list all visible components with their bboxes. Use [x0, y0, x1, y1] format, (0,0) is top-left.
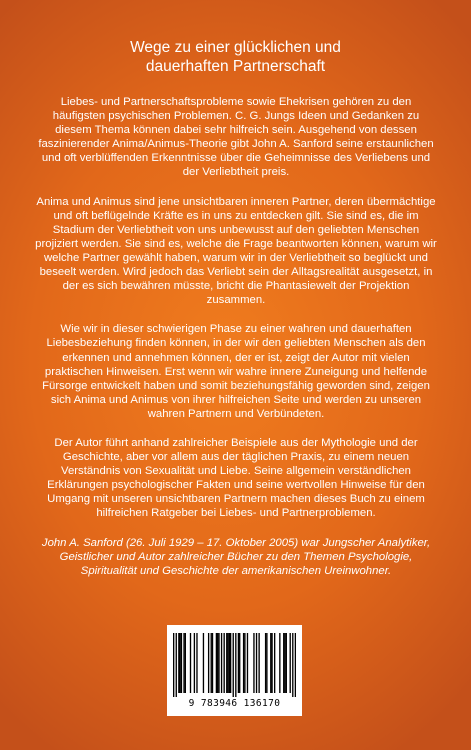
barcode-bar	[238, 633, 239, 693]
barcode-bar	[256, 633, 257, 693]
barcode-bar	[185, 633, 186, 693]
isbn-barcode	[167, 625, 302, 716]
blurb-paragraph-4: Der Autor führt anhand zahlreicher Beispiele aus der Mythologie und der Geschichte, aber vor allem aus der täglichen Praxis, zu einem neuen Verständnis von Sexualität und Liebe. Seine allgemein verständlichen Erklärungen psychologischer Fakten und seine wertvollen Hinweise für den Umgang mit unseren unsichtbaren Partnern machen dieses Buch zu einem hilfreichen Ratgeber bei Liebes- und Partnerproblemen.	[47, 436, 425, 520]
barcode-bar	[226, 633, 227, 693]
cover-title-line-2: dauerhaften Partnerschaft	[145, 58, 326, 75]
barcode-bar	[208, 633, 209, 693]
barcode-bar	[270, 633, 271, 693]
barcode-bar	[244, 633, 245, 693]
barcode-bar	[221, 633, 222, 693]
barcode-bar	[290, 633, 291, 693]
barcode-bar	[230, 633, 231, 693]
barcode-bar	[258, 633, 259, 693]
barcode-bar	[183, 633, 184, 693]
barcode-bar	[173, 633, 174, 697]
barcode-bar	[265, 633, 266, 693]
barcode-bar	[216, 633, 217, 693]
barcode-bar	[178, 633, 179, 693]
barcode-bar	[295, 633, 296, 697]
blurb-text	[33, 95, 439, 578]
barcode-bar	[271, 633, 272, 693]
barcode-bar	[233, 633, 234, 697]
author-bio: John A. Sanford (26. Juli 1929 – 17. Oktober 2005) war Jungscher Analytiker, Geistlicher und Autor zahlreicher Bücher zu den Themen Psychologie, Spiritualität und Geschichte der amerikanischen Ureinwohner.	[41, 536, 431, 577]
barcode-bar	[292, 633, 293, 697]
barcode-bar	[211, 633, 212, 693]
barcode-bar	[212, 633, 213, 693]
barcode-bar	[196, 633, 197, 693]
barcode-bar	[286, 633, 287, 693]
barcode-bar	[190, 633, 191, 693]
barcode-bar	[253, 633, 254, 693]
barcode-bars	[173, 633, 296, 697]
blurb-paragraph-3: Wie wir in dieser schwierigen Phase zu einer wahren und dauerhaften Liebesbeziehung finden können, in der wir den geliebten Menschen als den erkennen und annehmen können, der er ist, zeigt der Autor mit vielen praktischen Hinweisen. Erst wenn wir wahre innere Zuneigung und helfende Fürsorge entwickelt haben und somit beziehungsfähig geworden sind, zeigen sich Anima und Animus von ihrer hilfreichen Seite und werden zu unseren wahren Partnern und Verbündeten.	[42, 323, 430, 420]
barcode-bar	[239, 633, 240, 693]
cover-title	[0, 38, 471, 76]
barcode-bar	[235, 633, 236, 697]
barcode-bar	[279, 633, 280, 693]
barcode-bar	[247, 633, 248, 693]
blurb-paragraph-1: Liebes- und Partnerschaftsprobleme sowie Ehekrisen gehören zu den häufigsten psychischen Problemen. C. G. Jungs Ideen und Gedanken zu diesem Thema können dabei sehr hilfreich sein. Ausgehend von dessen faszinierender Anima/Animus-Theorie gibt John A. Sanford seine erstaunlichen und oft verblüffenden Erkenntnisse über die Geheimnisse des Verliebens und der Verliebtheit preis.	[38, 96, 434, 179]
barcode-bar	[203, 633, 204, 693]
barcode-bar	[227, 633, 228, 693]
cover-title-line-1: Wege zu einer glücklichen und	[130, 39, 341, 56]
barcode-bar	[266, 633, 267, 693]
barcode-bar	[284, 633, 285, 693]
barcode-bar	[283, 633, 284, 693]
barcode-bar	[274, 633, 275, 693]
barcode-bar	[229, 633, 230, 693]
barcode-bar	[217, 633, 218, 693]
barcode-bar	[181, 633, 182, 693]
barcode-bar	[223, 633, 224, 693]
isbn-number: 9 783946 136170	[188, 698, 281, 709]
blurb-paragraph-2: Anima und Animus sind jene unsichtbaren inneren Partner, deren übermächtige und oft beflügelnde Kräfte es in uns zu entdecken gilt. Sie sind es, die im Stadium der Verliebtheit von uns unbewusst auf den geliebten Menschen projiziert werden. Sie sind es, welche die Frage beantworten können, warum wir welche Partner gewählt haben, warum wir in der Verliebtheit so beglückt und beseelt werden. Wird jedoch das Verliebt sein der Alltagsrealität ausgesetzt, in der es sich bewähren müsste, bricht die Phantasiewelt der Projektion zusammen.	[35, 195, 437, 307]
barcode-bar	[179, 633, 180, 693]
barcode-bar	[194, 633, 195, 693]
barcode-bar	[176, 633, 177, 697]
barcode-bar	[243, 633, 244, 693]
barcode-bar	[218, 633, 219, 693]
